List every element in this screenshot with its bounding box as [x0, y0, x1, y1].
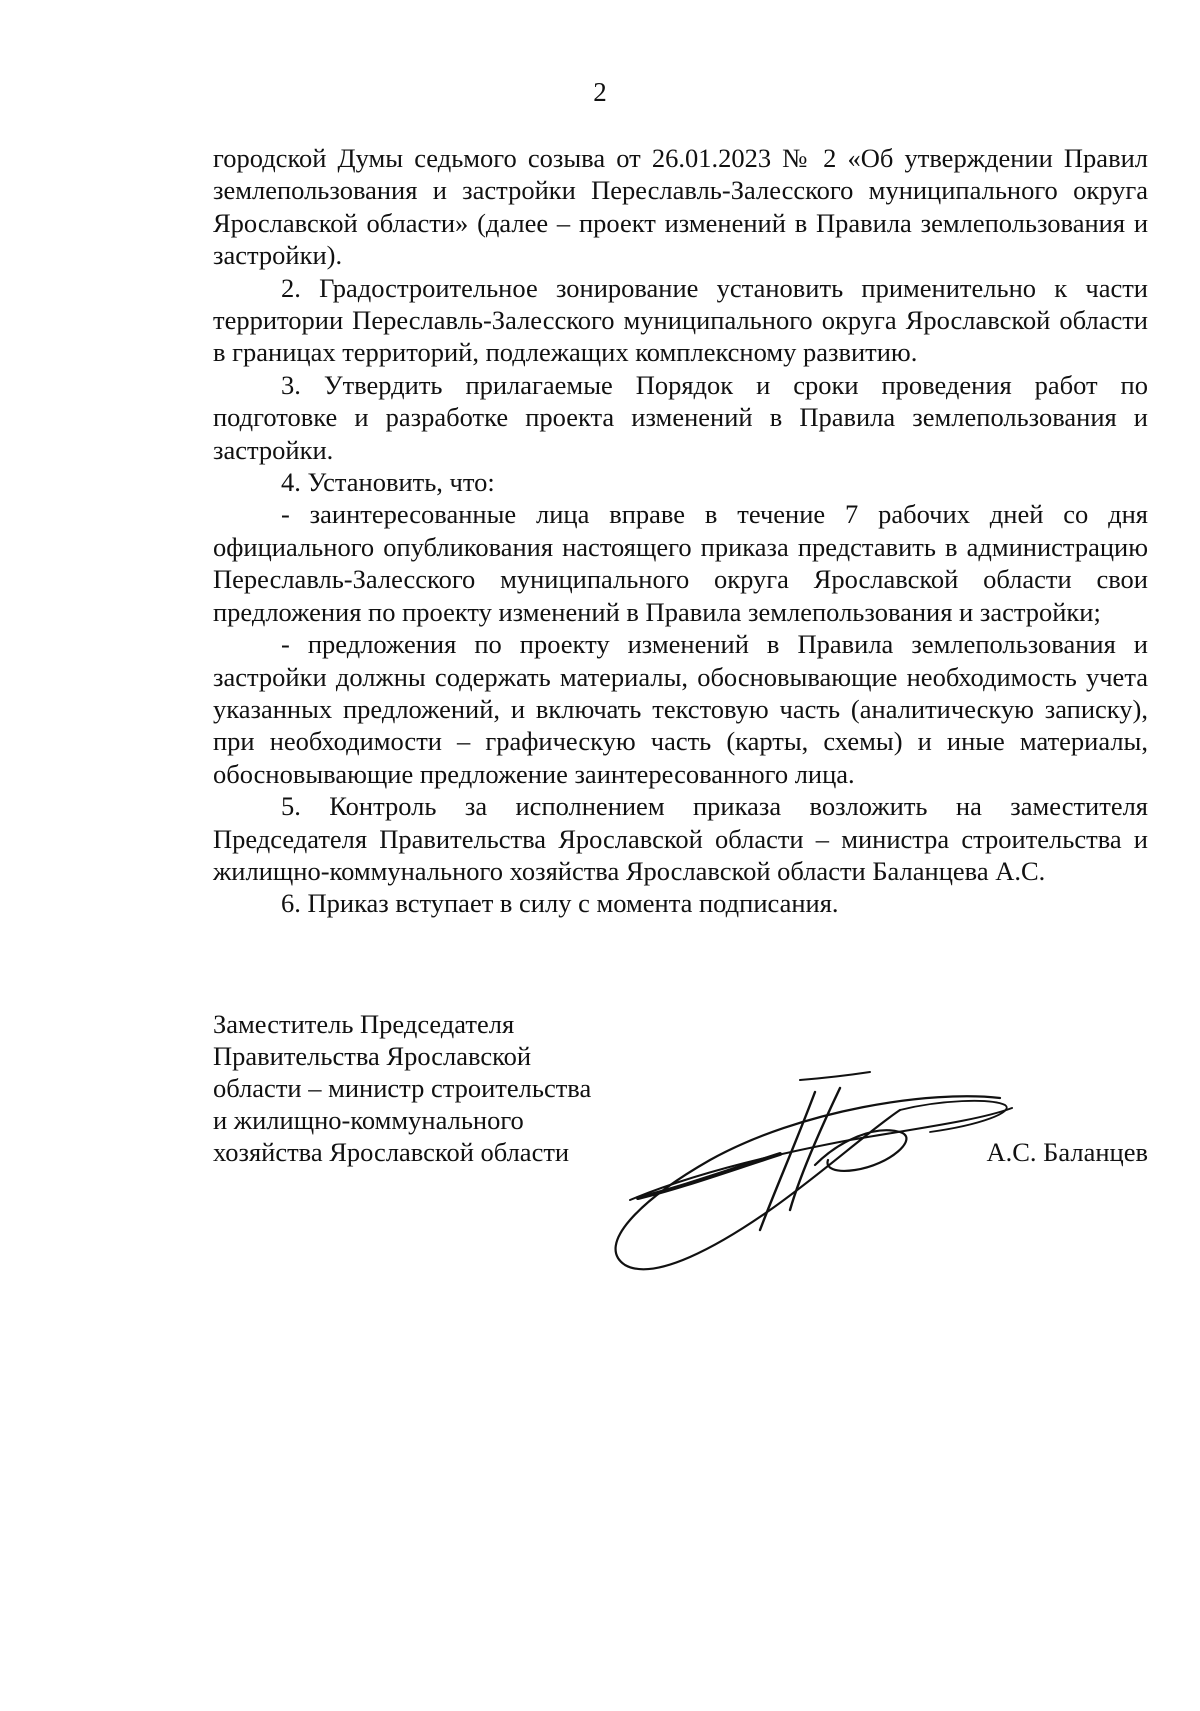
paragraph-item-4-bullet-2: - предложения по проекту изменений в Правила землепользования и застройки должны содержать материалы, обосновывающие необходимость учета указанных предложений, и включать текстовую часть (аналитическую записку), при необходимости – графическую часть (карты, схемы) и иные материалы, обосновывающие предложение заинтересованного лица.: [213, 629, 1148, 789]
signer-position-line: области – министр строительства: [213, 1073, 592, 1103]
page-number: 2: [593, 77, 607, 107]
paragraph-item-4: 4. Установить, что:: [281, 467, 495, 498]
paragraph-item-2: 2. Градостроительное зонирование установить применительно к части территории Переславль-Залесского муниципального округа Ярославской области в границах территорий, подлежащих комплексному развитию.: [213, 272, 1148, 368]
handwritten-signature: [600, 1070, 1020, 1280]
paragraph-continuation: городской Думы седьмого созыва от 26.01.2023 № 2 «Об утверждении Правил землепользования и застройки Переславль-Залесского муниципального округа Ярославской области» (далее – проект изменений в Правила землепользования и застройки).: [213, 143, 1148, 271]
paragraph-item-5: 5. Контроль за исполнением приказа возложить на заместителя Председателя Правительства Ярославской области – министра строительства и жилищно-коммунального хозяйства Ярославской области Баланцева А.С.: [213, 791, 1148, 886]
signer-position-line: хозяйства Ярославской области: [213, 1137, 570, 1167]
paragraph-item-3: 3. Утвердить прилагаемые Порядок и сроки проведения работ по подготовке и разработке проекта изменений в Правила землепользования и застройки.: [213, 369, 1148, 465]
paragraph-item-4-bullet-1: - заинтересованные лица вправе в течение 7 рабочих дней со дня официального опубликования настоящего приказа представить в администрацию Переславль-Залесского муниципального округа Ярославской области свои предложения по проекту изменений в Правила землепользования и застройки;: [213, 499, 1148, 627]
signer-position-line: Правительства Ярославской: [213, 1041, 532, 1071]
signer-position-line: и жилищно-коммунального: [213, 1105, 524, 1135]
signer-name: А.С. Баланцев: [986, 1137, 1148, 1167]
paragraph-item-6: 6. Приказ вступает в силу с момента подписания.: [281, 888, 839, 919]
signer-position-line: Заместитель Председателя: [213, 1009, 515, 1039]
signer-position: [213, 1008, 633, 1168]
document-body: [213, 142, 1148, 920]
